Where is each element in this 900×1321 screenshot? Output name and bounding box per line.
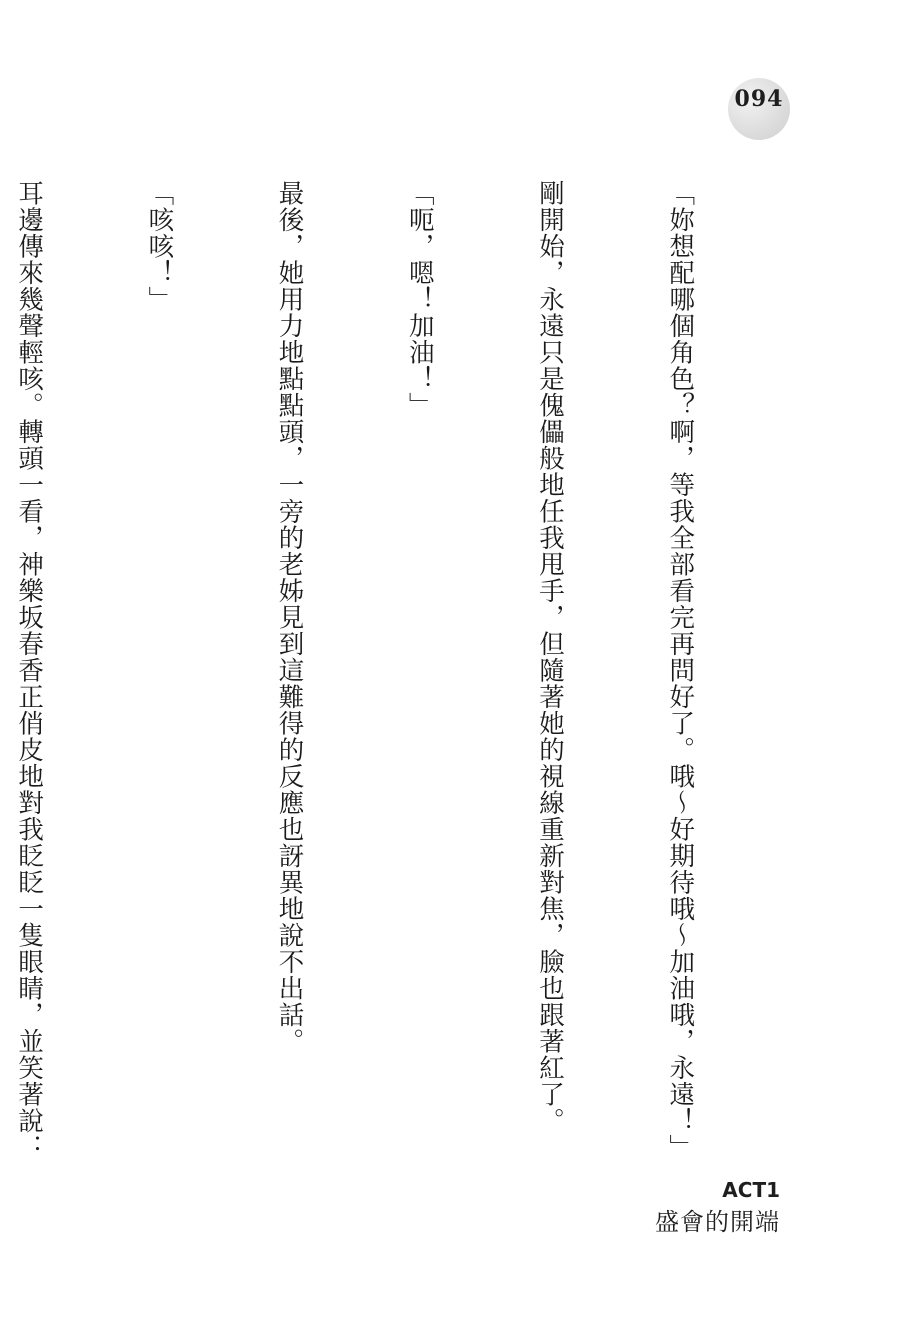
body-text [14, 180, 788, 1180]
chapter-title: 盛會的開端 [655, 1208, 780, 1236]
chapter-label: ACT1 [722, 1178, 780, 1202]
text-line: 「咳咳！」 [144, 180, 175, 313]
text-line: 「呃，嗯！加油！」 [404, 180, 435, 419]
text-line: 最後，她用力地點點頭，一旁的老姊見到這難得的反應也訝異地說不出話。 [274, 180, 305, 1055]
text-line: 耳邊傳來幾聲輕咳。轉頭一看，神樂坂春香正俏皮地對我眨眨一隻眼睛，並笑著說： [14, 180, 45, 1161]
text-line: 剛開始，永遠只是傀儡般地任我甩手，但隨著她的視線重新對焦，臉也跟著紅了。 [534, 180, 565, 1134]
text-line: 「妳想配哪個角色？啊，等我全部看完再問好了。哦～好期待哦～加油哦，永遠！」 [665, 180, 696, 1161]
page-number: 094 [734, 86, 784, 112]
